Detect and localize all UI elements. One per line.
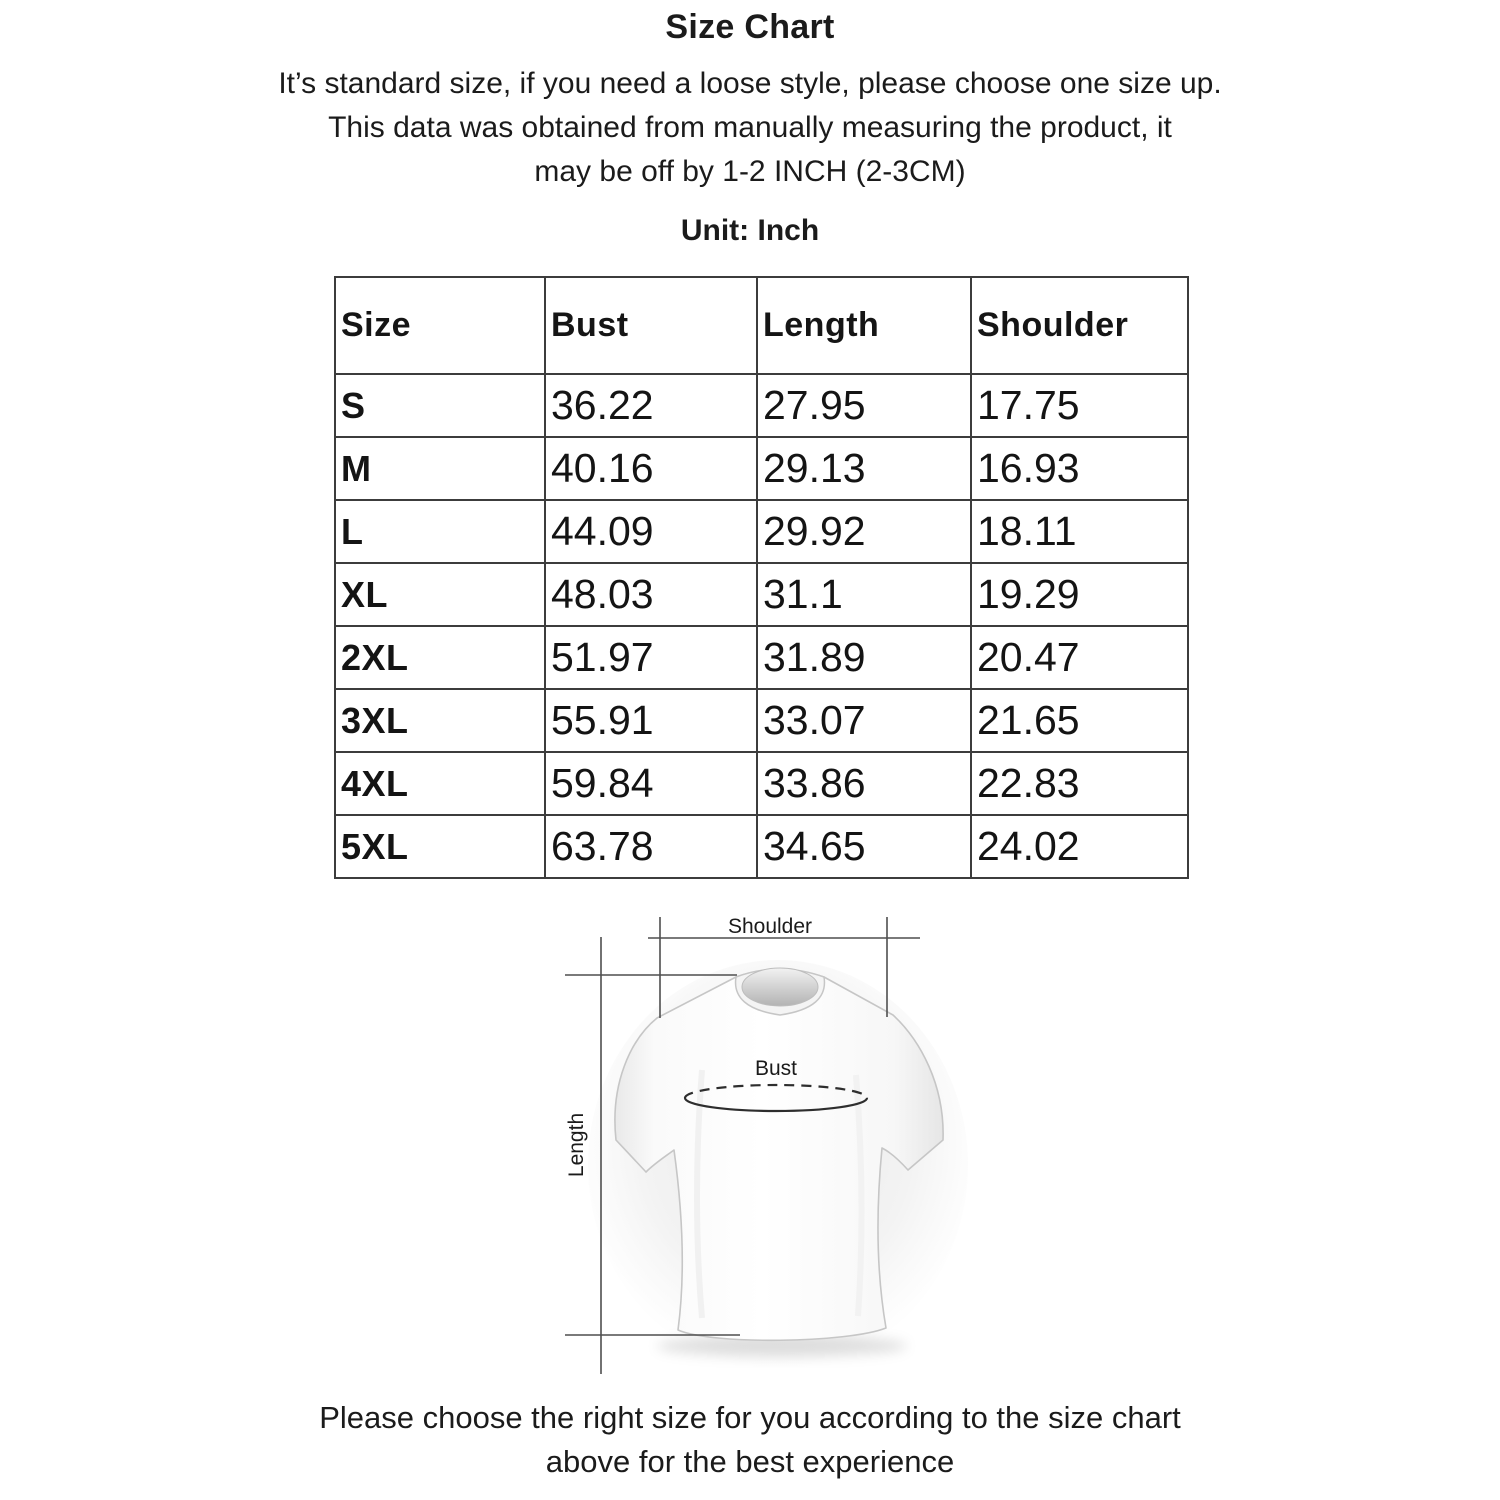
length-cell: 33.07 [757,689,971,752]
table-row [335,437,1188,500]
bust-cell: 36.22 [545,374,757,437]
table-row [335,815,1188,878]
bust-cell: 55.91 [545,689,757,752]
size-cell: L [335,500,545,563]
shoulder-cell: 22.83 [971,752,1188,815]
footer-line-2: above for the best experience [545,1444,955,1479]
tshirt-measurement-diagram [540,895,1000,1385]
column-header-size: Size [335,277,545,374]
bust-cell: 40.16 [545,437,757,500]
table-row [335,689,1188,752]
unit-label: Unit: Inch [680,214,820,247]
disclaimer-line-2: This data was obtained from manually measuring the product, it [328,111,1172,144]
length-label: Length [565,1112,588,1178]
page-title: Size Chart [665,8,835,46]
size-cell: S [335,374,545,437]
length-cell: 33.86 [757,752,971,815]
shoulder-cell: 24.02 [971,815,1188,878]
table-row [335,374,1188,437]
size-cell: M [335,437,545,500]
disclaimer-line-3: may be off by 1-2 INCH (2-3CM) [534,155,966,188]
size-cell: 4XL [335,752,545,815]
size-cell: 2XL [335,626,545,689]
shoulder-label: Shoulder [727,915,813,938]
length-cell: 31.89 [757,626,971,689]
table-row [335,752,1188,815]
footer-note [0,1396,1500,1484]
bust-cell: 44.09 [545,500,757,563]
size-table-header [335,277,1188,374]
table-row [335,563,1188,626]
shoulder-cell: 17.75 [971,374,1188,437]
table-row [335,500,1188,563]
footer-line-1: Please choose the right size for you according to the size chart [319,1400,1181,1435]
column-header-length: Length [757,277,971,374]
length-cell: 29.92 [757,500,971,563]
tshirt-diagram-svg [540,895,1000,1385]
length-cell: 34.65 [757,815,971,878]
column-header-bust: Bust [545,277,757,374]
table-row [335,626,1188,689]
size-table-body [335,374,1188,878]
size-cell: XL [335,563,545,626]
size-disclaimer [0,62,1500,194]
shoulder-cell: 19.29 [971,563,1188,626]
bust-label: Bust [754,1057,798,1080]
disclaimer-line-1: It’s standard size, if you need a loose style, please choose one size up. [278,67,1222,100]
bust-cell: 59.84 [545,752,757,815]
shoulder-cell: 20.47 [971,626,1188,689]
size-cell: 5XL [335,815,545,878]
length-cell: 29.13 [757,437,971,500]
shoulder-cell: 16.93 [971,437,1188,500]
bust-cell: 63.78 [545,815,757,878]
length-cell: 27.95 [757,374,971,437]
size-cell: 3XL [335,689,545,752]
bust-cell: 51.97 [545,626,757,689]
header-row [335,277,1188,374]
size-table [334,276,1189,879]
neck-opening [742,968,818,1006]
bust-cell: 48.03 [545,563,757,626]
shoulder-cell: 21.65 [971,689,1188,752]
shoulder-cell: 18.11 [971,500,1188,563]
length-cell: 31.1 [757,563,971,626]
column-header-shoulder: Shoulder [971,277,1188,374]
